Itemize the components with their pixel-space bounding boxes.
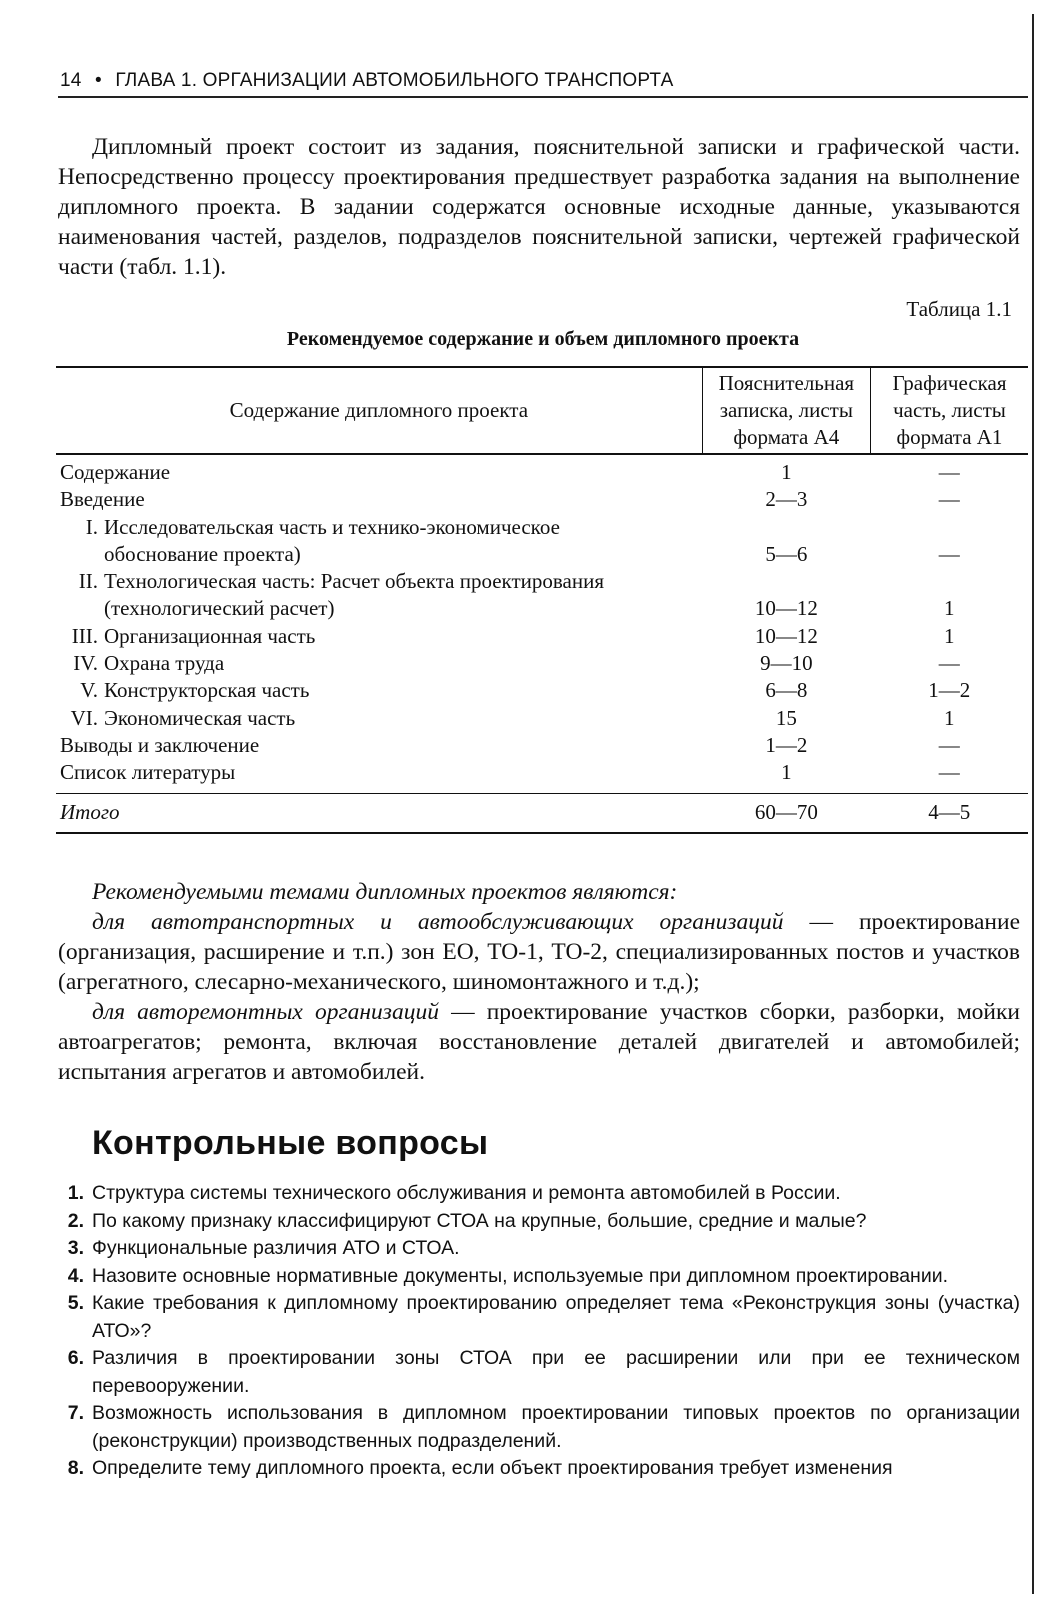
question-text: Структура системы технического обслуживания и ремонта автомобилей в России. bbox=[92, 1182, 841, 1204]
question-text: Какие требования к дипломному проектированию определяет тема «Реконструкция зоны (участка) АТО»? bbox=[92, 1292, 1020, 1342]
row-label: Экономическая часть bbox=[104, 705, 296, 730]
table-title: Рекомендуемое содержание и объем дипломного проекта bbox=[286, 328, 800, 350]
table-row bbox=[56, 677, 1028, 704]
row-label: Содержание bbox=[60, 460, 171, 484]
table-row bbox=[56, 514, 1028, 569]
row-a4: 6—8 bbox=[765, 678, 808, 703]
row-a1: — bbox=[938, 541, 960, 566]
row-a4: 10—12 bbox=[754, 623, 818, 648]
row-a4: 15 bbox=[775, 705, 797, 730]
question-number: 5. bbox=[67, 1292, 84, 1314]
question-item bbox=[58, 1235, 1020, 1263]
row-a1: — bbox=[938, 732, 960, 757]
row-a4: 9—10 bbox=[760, 651, 813, 676]
header-bullet: • bbox=[95, 70, 102, 91]
table-row bbox=[56, 650, 1028, 677]
themes-lead: Рекомендуемыми темами дипломных проектов являются: bbox=[92, 879, 678, 905]
row-a1: 1 bbox=[944, 623, 955, 648]
table-row bbox=[56, 486, 1028, 513]
table-row bbox=[56, 454, 1028, 486]
row-number: IV. bbox=[73, 651, 98, 676]
themes-p2-emphasis: для авторемонтных организаций bbox=[92, 999, 439, 1025]
question-number: 6. bbox=[67, 1347, 84, 1369]
table-row bbox=[56, 623, 1028, 650]
row-number: III. bbox=[71, 623, 98, 648]
themes-block bbox=[58, 877, 1020, 1087]
question-number: 8. bbox=[67, 1457, 84, 1479]
question-number: 1. bbox=[67, 1182, 84, 1204]
page-edge-rule bbox=[1032, 14, 1034, 1594]
themes-p1-emphasis: для автотранспортных и автообслуживающих организаций bbox=[92, 909, 784, 935]
row-label: Список литературы bbox=[60, 760, 236, 785]
table-header-row bbox=[56, 367, 1028, 454]
row-a4: 5—6 bbox=[765, 541, 808, 566]
table-total-row bbox=[56, 793, 1028, 833]
question-item bbox=[58, 1290, 1020, 1345]
row-label: Организационная часть bbox=[104, 623, 316, 648]
themes-p1-text: — проектирование (организация, расширение и т.п.) зон ЕО, ТО-1, ТО-2, специализированных постов и участков (агрегатного, слесарно-механического, шиномонтажного и т.д.); bbox=[58, 909, 1020, 995]
table-row bbox=[56, 568, 1028, 623]
table-row bbox=[56, 732, 1028, 759]
question-item bbox=[58, 1263, 1020, 1291]
row-label-cell bbox=[56, 514, 702, 569]
row-label-cell bbox=[56, 568, 702, 623]
row-number: V. bbox=[80, 678, 98, 703]
table-row bbox=[56, 705, 1028, 732]
intro-paragraph: Дипломный проект состоит из задания, пояснительной записки и графической части. Непосредственно процессу проектирования предшествует разработка задания на выполнение дипломного проекта. В задании содержатся основные исходные данные, указываются наименования частей, разделов, подразделов пояснительной записки, чертежей графической части (табл. 1.1). bbox=[58, 134, 1020, 280]
question-number: 3. bbox=[67, 1237, 84, 1259]
themes-paragraph-1 bbox=[58, 907, 1020, 997]
content-table bbox=[56, 366, 1028, 834]
row-label-cell bbox=[56, 623, 702, 650]
header-content: Содержание дипломного проекта bbox=[229, 398, 529, 422]
section-title: Контрольные вопросы bbox=[92, 1124, 489, 1162]
running-header bbox=[60, 70, 1020, 92]
table-row bbox=[56, 759, 1028, 793]
question-item bbox=[58, 1345, 1020, 1400]
row-a4: 1 bbox=[781, 460, 792, 484]
row-a1: 1—2 bbox=[928, 678, 971, 703]
row-label-cell bbox=[56, 705, 702, 732]
question-text: Определите тему дипломного проекта, если объект проектирования требует изменения bbox=[92, 1457, 893, 1479]
row-a1: — bbox=[938, 487, 960, 512]
row-label: Охрана труда bbox=[104, 651, 225, 676]
row-number: I. bbox=[85, 514, 98, 539]
row-number: VI. bbox=[70, 705, 98, 730]
question-item bbox=[58, 1400, 1020, 1455]
question-text: Функциональные различия АТО и СТОА. bbox=[92, 1237, 460, 1259]
question-item bbox=[58, 1180, 1020, 1208]
question-text: По какому признаку классифицируют СТОА на крупные, большие, средние и малые? bbox=[92, 1209, 867, 1232]
table-caption: Таблица 1.1 bbox=[906, 297, 1012, 321]
header-a4: Пояснительная записка, листы формата А4 bbox=[702, 367, 870, 454]
header-a1: Графическая часть, листы формата А1 bbox=[892, 371, 1007, 449]
question-number: 7. bbox=[67, 1402, 84, 1424]
row-a4: 2—3 bbox=[765, 487, 808, 512]
question-item bbox=[58, 1208, 1020, 1236]
row-a1: — bbox=[938, 460, 960, 484]
row-a1: — bbox=[938, 651, 960, 676]
questions-list bbox=[58, 1180, 1020, 1483]
row-label-cell bbox=[56, 650, 702, 677]
row-number: II. bbox=[78, 569, 98, 594]
row-a4: 10—12 bbox=[754, 596, 818, 621]
row-a4: 1 bbox=[781, 760, 792, 785]
row-label: Выводы и заключение bbox=[60, 732, 260, 757]
question-number: 2. bbox=[67, 1209, 84, 1232]
total-a4: 60—70 bbox=[754, 799, 818, 824]
themes-paragraph-2 bbox=[58, 997, 1020, 1087]
question-text: Различия в проектировании зоны СТОА при ее расширении или при ее техническом перевооружении. bbox=[92, 1347, 1020, 1397]
row-label: Технологическая часть: Расчет объекта проектирования (технологический расчет) bbox=[104, 569, 604, 621]
row-label: Введение bbox=[60, 487, 145, 512]
row-a1: 1 bbox=[944, 705, 955, 730]
themes-p2-text: — проектирование участков сборки, разборки, мойки автоагрегатов; ремонта, включая восстановление деталей двигателей и автомобилей; испытания агрегатов и автомобилей. bbox=[58, 999, 1021, 1085]
row-label: Конструкторская часть bbox=[104, 678, 310, 703]
total-a1: 4—5 bbox=[928, 799, 971, 824]
chapter-title: ГЛАВА 1. ОРГАНИЗАЦИИ АВТОМОБИЛЬНОГО ТРАНСПОРТА bbox=[115, 70, 674, 91]
question-number: 4. bbox=[67, 1264, 84, 1287]
header-divider bbox=[58, 96, 1028, 98]
row-a1: 1 bbox=[944, 596, 955, 621]
question-text: Возможность использования в дипломном проектировании типовых проектов по организации (реконструкции) производственных подразделений. bbox=[92, 1402, 1020, 1452]
total-label: Итого bbox=[60, 799, 120, 824]
row-a1: — bbox=[938, 760, 960, 785]
row-a4: 1—2 bbox=[765, 732, 808, 757]
question-item bbox=[58, 1455, 1020, 1483]
row-label: Исследовательская часть и технико-экономическое обоснование проекта) bbox=[104, 514, 560, 566]
question-text: Назовите основные нормативные документы, используемые при дипломном проектировании. bbox=[92, 1264, 949, 1287]
page-number: 14 bbox=[60, 70, 82, 91]
row-label-cell bbox=[56, 677, 702, 704]
